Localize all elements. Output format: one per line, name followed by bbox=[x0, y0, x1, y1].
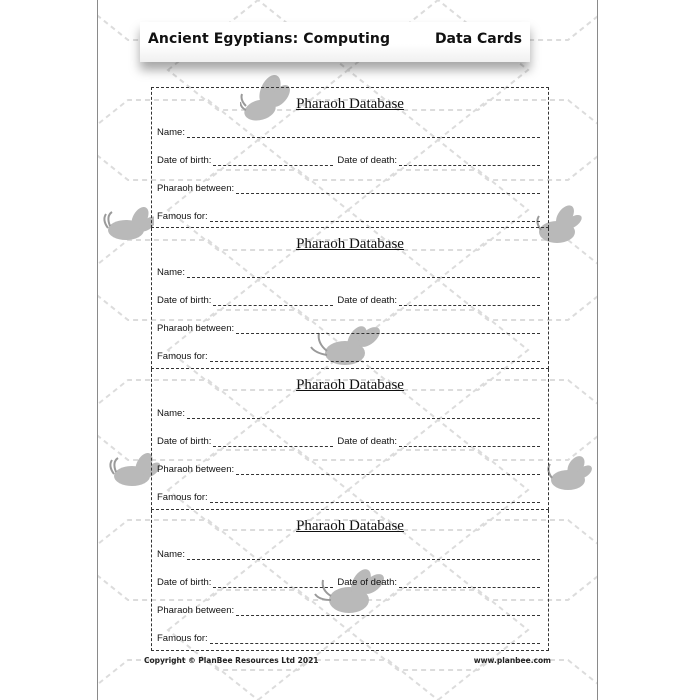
date-of-death-label: Date of death: bbox=[337, 155, 398, 166]
pharaoh-between-row bbox=[157, 461, 540, 475]
date-of-birth-label: Date of birth: bbox=[157, 436, 212, 447]
date-of-birth-field[interactable] bbox=[213, 156, 333, 166]
famous-for-field[interactable] bbox=[210, 212, 540, 222]
date-of-death-label: Date of death: bbox=[337, 577, 398, 588]
pharaoh-between-label: Pharaoh between: bbox=[157, 464, 235, 475]
name-row bbox=[157, 264, 540, 278]
name-label: Name: bbox=[157, 127, 185, 138]
date-of-birth-label: Date of birth: bbox=[157, 577, 212, 588]
data-card bbox=[151, 87, 549, 228]
header-banner bbox=[140, 22, 530, 62]
worksheet-page bbox=[97, 0, 598, 700]
worksheet-title: Ancient Egyptians: Computing bbox=[148, 31, 391, 47]
dates-row bbox=[157, 292, 540, 306]
pharaoh-between-field[interactable] bbox=[236, 465, 540, 475]
card-title: Pharaoh Database bbox=[296, 518, 404, 534]
name-field[interactable] bbox=[187, 268, 540, 278]
name-label: Name: bbox=[157, 408, 185, 419]
famous-for-field[interactable] bbox=[210, 493, 540, 503]
card-title: Pharaoh Database bbox=[296, 377, 404, 393]
date-of-birth-field[interactable] bbox=[213, 296, 333, 306]
famous-for-field[interactable] bbox=[210, 352, 540, 362]
pharaoh-between-field[interactable] bbox=[236, 184, 540, 194]
pharaoh-between-row bbox=[157, 320, 540, 334]
date-of-death-field[interactable] bbox=[399, 578, 540, 588]
name-row bbox=[157, 546, 540, 560]
famous-for-label: Famous for: bbox=[157, 211, 208, 222]
name-field[interactable] bbox=[187, 409, 540, 419]
pharaoh-between-label: Pharaoh between: bbox=[157, 605, 235, 616]
famous-for-label: Famous for: bbox=[157, 351, 208, 362]
copyright-text: Copyright © PlanBee Resources Ltd 2021 bbox=[144, 656, 319, 665]
date-of-birth-label: Date of birth: bbox=[157, 295, 212, 306]
bee-decoration-icon bbox=[98, 206, 154, 246]
pharaoh-between-label: Pharaoh between: bbox=[157, 323, 235, 334]
website-link[interactable]: www.planbee.com bbox=[473, 656, 551, 665]
name-label: Name: bbox=[157, 267, 185, 278]
name-row bbox=[157, 124, 540, 138]
date-of-birth-label: Date of birth: bbox=[157, 155, 212, 166]
famous-for-label: Famous for: bbox=[157, 633, 208, 644]
data-card bbox=[151, 228, 549, 369]
famous-for-row bbox=[157, 489, 540, 503]
date-of-death-label: Date of death: bbox=[337, 295, 398, 306]
famous-for-label: Famous for: bbox=[157, 492, 208, 503]
dates-row bbox=[157, 433, 540, 447]
pharaoh-between-row bbox=[157, 602, 540, 616]
pharaoh-between-label: Pharaoh between: bbox=[157, 183, 235, 194]
name-label: Name: bbox=[157, 549, 185, 560]
date-of-birth-field[interactable] bbox=[213, 578, 333, 588]
famous-for-row bbox=[157, 630, 540, 644]
date-of-death-field[interactable] bbox=[399, 437, 540, 447]
name-row bbox=[157, 405, 540, 419]
bee-decoration-icon bbox=[544, 456, 594, 496]
pharaoh-between-row bbox=[157, 180, 540, 194]
dates-row bbox=[157, 152, 540, 166]
pharaoh-between-field[interactable] bbox=[236, 324, 540, 334]
famous-for-row bbox=[157, 348, 540, 362]
data-card bbox=[151, 369, 549, 510]
date-of-birth-field[interactable] bbox=[213, 437, 333, 447]
data-card bbox=[151, 510, 549, 651]
pharaoh-between-field[interactable] bbox=[236, 606, 540, 616]
worksheet-type-label: Data Cards bbox=[434, 31, 522, 47]
famous-for-row bbox=[157, 208, 540, 222]
name-field[interactable] bbox=[187, 550, 540, 560]
date-of-death-field[interactable] bbox=[399, 296, 540, 306]
card-title: Pharaoh Database bbox=[296, 236, 404, 252]
data-card-stack bbox=[151, 87, 549, 651]
date-of-death-field[interactable] bbox=[399, 156, 540, 166]
dates-row bbox=[157, 574, 540, 588]
card-title: Pharaoh Database bbox=[296, 96, 404, 112]
date-of-death-label: Date of death: bbox=[337, 436, 398, 447]
famous-for-field[interactable] bbox=[210, 634, 540, 644]
name-field[interactable] bbox=[187, 128, 540, 138]
